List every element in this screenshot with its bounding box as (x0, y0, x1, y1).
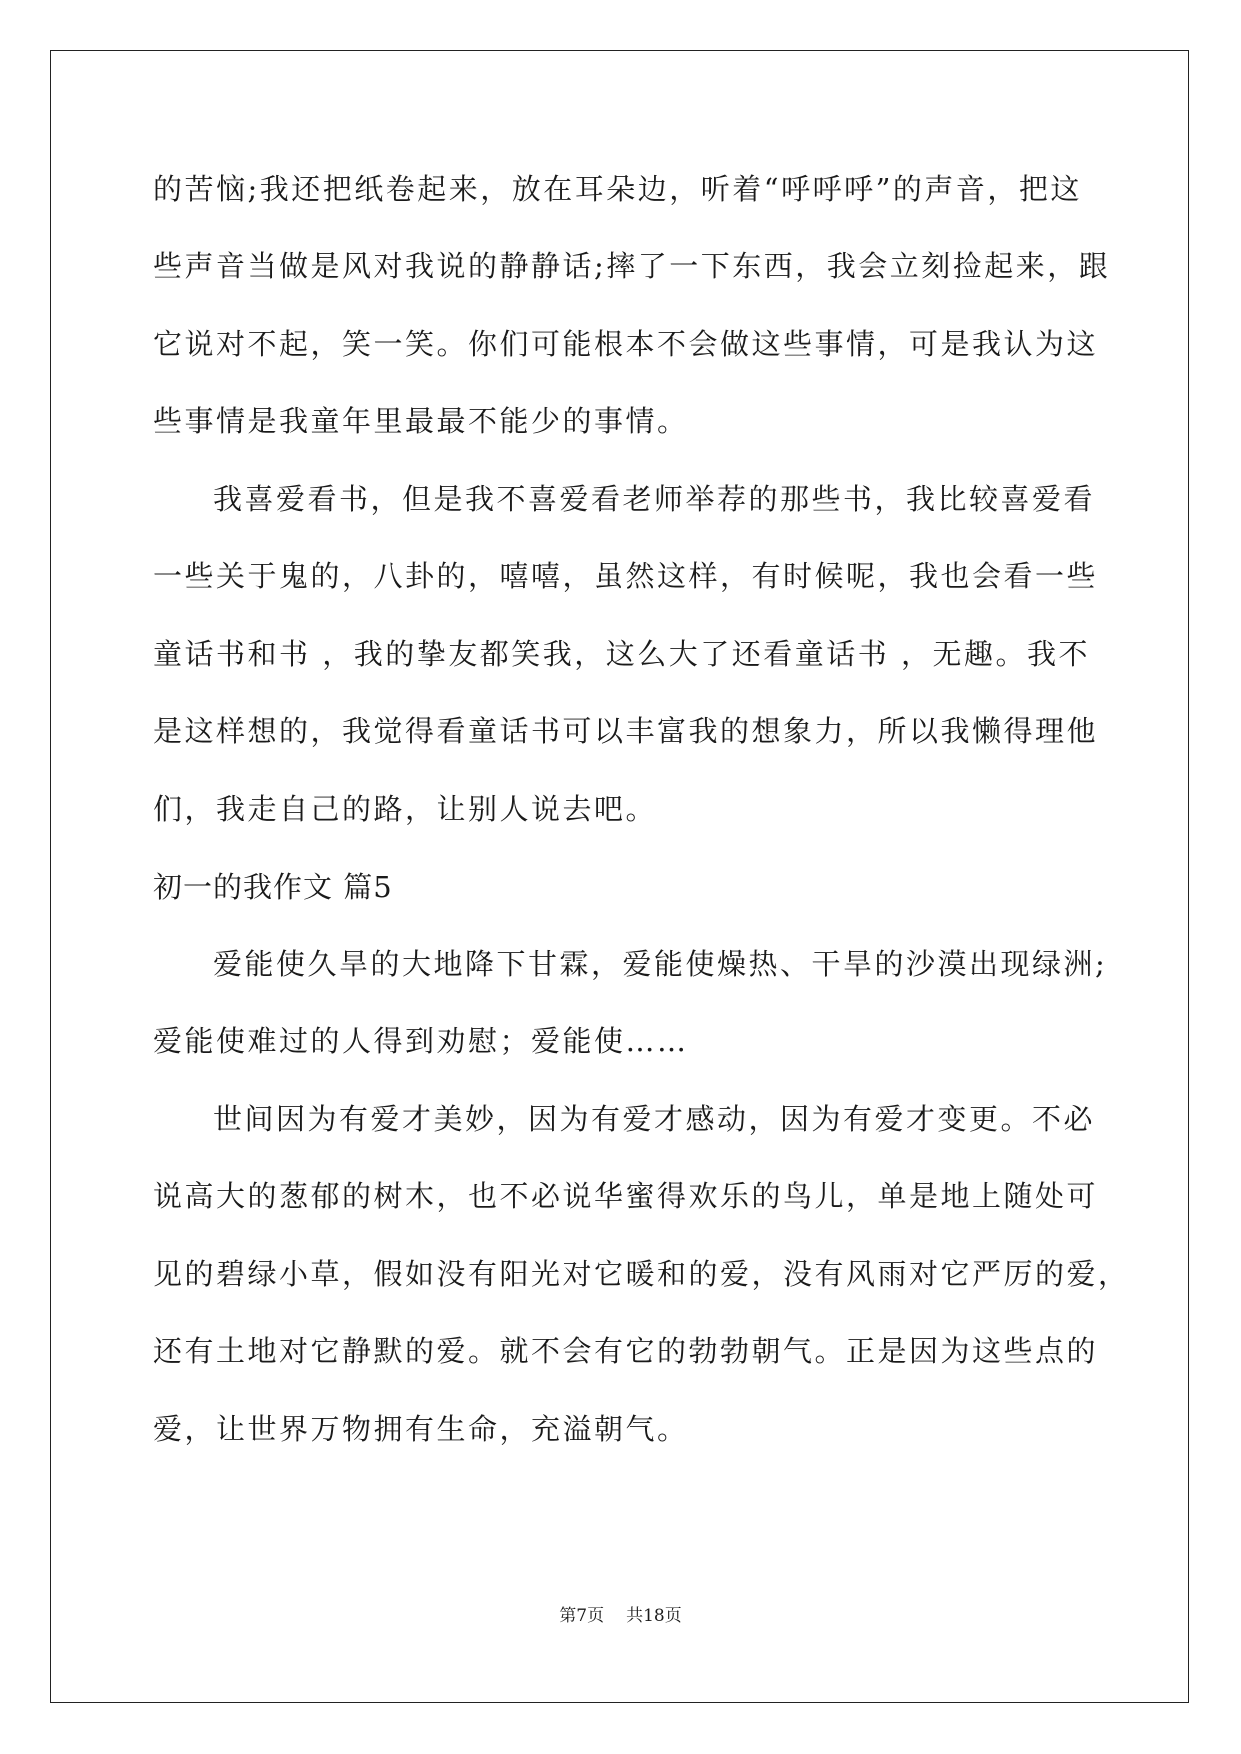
text-line: 见的碧绿小草，假如没有阳光对它暖和的爱，没有风雨对它严厉的爱， (153, 1257, 1130, 1291)
section-heading: 初一的我作文 篇5 (153, 870, 393, 904)
paragraph-start-line: 我喜爱看书，但是我不喜爱看老师举荐的那些书，我比较喜爱看 (213, 482, 1096, 516)
text-line: 些事情是我童年里最最不能少的事情。 (153, 404, 689, 438)
paragraph-start-line: 世间因为有爱才美妙，因为有爱才感动，因为有爱才变更。不必 (213, 1102, 1096, 1136)
text-line: 还有土地对它静默的爱。就不会有它的勃勃朝气。正是因为这些点的 (153, 1334, 1099, 1368)
text-line: 一些关于鬼的，八卦的，嘻嘻，虽然这样，有时候呢，我也会看一些 (153, 559, 1099, 593)
text-line: 的苦恼;我还把纸卷起来，放在耳朵边，听着“呼呼呼”的声音，把这 (153, 172, 1082, 206)
page-number: 第7页 (559, 1606, 605, 1626)
text-line: 爱能使难过的人得到劝慰；爱能使…… (153, 1024, 689, 1058)
page-total: 共18页 (626, 1606, 682, 1626)
text-line: 它说对不起，笑一笑。你们可能根本不会做这些事情，可是我认为这 (153, 327, 1099, 361)
page-footer (0, 1601, 1241, 1626)
text-line: 们，我走自己的路，让别人说去吧。 (153, 792, 658, 826)
text-line: 爱，让世界万物拥有生命，充溢朝气。 (153, 1412, 689, 1446)
text-line: 童话书和书 ，我的挚友都笑我，这么大了还看童话书 ，无趣。我不 (153, 637, 1090, 671)
paragraph-start-line: 爱能使久旱的大地降下甘霖，爱能使燥热、干旱的沙漠出现绿洲; (213, 947, 1108, 981)
text-line: 说高大的葱郁的树木，也不必说华蜜得欢乐的鸟儿，单是地上随处可 (153, 1179, 1099, 1213)
text-line: 些声音当做是风对我说的静静话;摔了一下东西，我会立刻捡起来，跟 (153, 249, 1111, 283)
text-line: 是这样想的，我觉得看童话书可以丰富我的想象力，所以我懒得理他 (153, 714, 1099, 748)
